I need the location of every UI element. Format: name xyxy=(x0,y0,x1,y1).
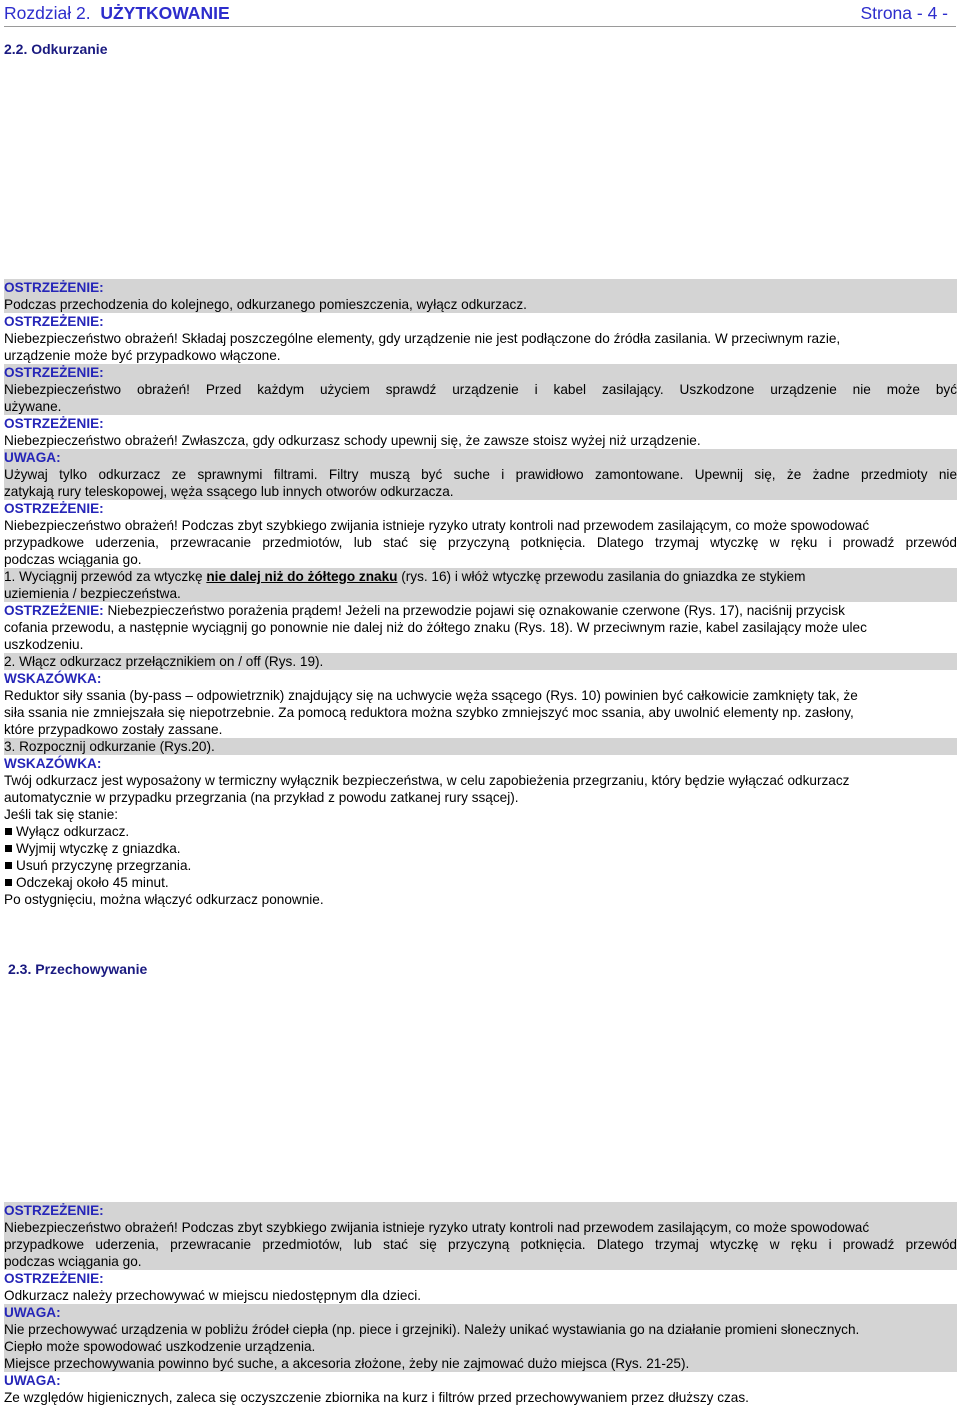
list-item xyxy=(4,823,957,840)
list-item-text: Wyjmij wtyczkę z gniazdka. xyxy=(16,841,181,856)
step-1-pre: 1. Wyciągnij przewód za wtyczkę xyxy=(4,569,207,584)
warning-text: Niebezpieczeństwo obrażeń! Składaj poszczególne elementy, gdy urządzenie nie jest podłączone do źródła zasilania. W przeciwnym razie, xyxy=(4,331,841,346)
step-1 xyxy=(4,568,957,602)
hint-text: Po ostygnięciu, można włączyć odkurzacz ponownie. xyxy=(4,892,324,907)
bullet-square-icon xyxy=(5,845,12,852)
hint-text: automatycznie w przypadku przegrzania (na przykład z powodu zatkanej rury ssącej). xyxy=(4,790,519,805)
warning-text: podczas wciągania go. xyxy=(4,552,142,567)
caution-box xyxy=(4,449,957,500)
chapter-heading xyxy=(4,3,230,24)
caution-text: Używaj tylko odkurzacz ze sprawnymi filtrami. Filtry muszą być suche i prawidłowo zamontowane. Upewnij się, że żadne przedmioty nie xyxy=(4,467,957,482)
list-item-text: Odczekaj około 45 minut. xyxy=(16,875,169,890)
warning-label: OSTRZEŻENIE: xyxy=(4,1271,104,1286)
hint-box xyxy=(4,755,957,908)
warning-text: używane. xyxy=(4,399,62,414)
bullet-square-icon xyxy=(5,862,12,869)
caution-label: UWAGA: xyxy=(4,1305,61,1320)
page-number: Strona - 4 - xyxy=(860,3,948,23)
chapter-title: UŻYTKOWANIE xyxy=(100,3,230,23)
list-item xyxy=(4,840,957,857)
section-heading-vacuuming: 2.2. Odkurzanie xyxy=(4,41,108,57)
step-1-text-cont: uziemienia / bezpieczeństwa. xyxy=(4,586,181,601)
warning-label: OSTRZEŻENIE: xyxy=(4,603,104,618)
list-item-text: Usuń przyczynę przegrzania. xyxy=(16,858,192,873)
warning-text: urządzenie może być przypadkowo włączone. xyxy=(4,348,281,363)
warning-label: OSTRZEŻENIE: xyxy=(4,1203,104,1218)
warning-box xyxy=(4,415,957,449)
step-2-text: 2. Włącz odkurzacz przełącznikiem on / off (Rys. 19). xyxy=(4,654,324,669)
warning-text: Niebezpieczeństwo obrażeń! Przed każdym użyciem sprawdź urządzenie i kabel zasilający. Uszkodzone urządzenie nie może być xyxy=(4,382,957,397)
caution-box xyxy=(4,1304,957,1372)
step-3 xyxy=(4,738,957,755)
caution-label: UWAGA: xyxy=(4,450,61,465)
caution-box xyxy=(4,1372,957,1406)
warning-label: OSTRZEŻENIE: xyxy=(4,416,104,431)
warning-label: OSTRZEŻENIE: xyxy=(4,314,104,329)
hint-text: Twój odkurzacz jest wyposażony w termiczny wyłącznik bezpieczeństwa, w celu zapobieżenia przegrzaniu, który będzie wyłączać odkurzacz xyxy=(4,773,850,788)
warning-text: uszkodzeniu. xyxy=(4,637,84,652)
warning-box xyxy=(4,1202,957,1270)
hint-text: które przypadkowo zostały zassane. xyxy=(4,722,223,737)
hint-text: Reduktor siły ssania (by-pass – odpowietrznik) znajdujący się na uchwycie węża ssącego (Rys. 10) powinien być całkowicie zamknięty tak, że xyxy=(4,688,858,703)
warning-line xyxy=(4,602,957,619)
storage-notes xyxy=(4,1202,957,1406)
caution-text: Nie przechowywać urządzenia w pobliżu źródeł ciepła (np. piece i grzejniki). Należy unikać wystawiania go na działanie promieni słonecznych. xyxy=(4,1322,860,1337)
hint-text: Jeśli tak się stanie: xyxy=(4,807,119,822)
hint-box xyxy=(4,670,957,738)
caution-label: UWAGA: xyxy=(4,1373,61,1388)
hint-label: WSKAZÓWKA: xyxy=(4,756,102,771)
caution-text: Ciepło może spowodować uszkodzenie urządzenia. xyxy=(4,1339,316,1354)
step-1-post: (rys. 16) i włóż wtyczkę przewodu zasilania do gniazdka ze stykiem xyxy=(397,569,806,584)
step-1-underlined: nie dalej niż do żółtego znaku xyxy=(206,569,398,584)
warning-box xyxy=(4,313,957,364)
warning-box xyxy=(4,364,957,415)
warning-box xyxy=(4,602,957,653)
warning-text: Odkurzacz należy przechowywać w miejscu niedostępnym dla dzieci. xyxy=(4,1288,422,1303)
warning-text: podczas wciągania go. xyxy=(4,1254,142,1269)
warning-text: Niebezpieczeństwo obrażeń! Podczas zbyt szybkiego zwijania istnieje ryzyko utraty kontroli nad przewodem zasilającym, co może spowodować xyxy=(4,518,870,533)
caution-text: zatykają rury teleskopowej, węża ssącego lub innych otworów odkurzacza. xyxy=(4,484,454,499)
list-item-text: Wyłącz odkurzacz. xyxy=(16,824,130,839)
warning-text: cofania przewodu, a następnie wyciągnij go ponownie nie dalej niż do żółtego znaku (Rys. 18). W przeciwnym razie, kabel zasilający może ulec xyxy=(4,620,867,635)
step-3-text: 3. Rozpocznij odkurzanie (Rys.20). xyxy=(4,739,215,754)
step-1-text xyxy=(4,568,957,585)
list-item xyxy=(4,874,957,891)
warning-text: Niebezpieczeństwo porażenia prądem! Jeżeli na przewodzie pojawi się oznakowanie czerwone (Rys. 17), naciśnij przycisk xyxy=(103,603,845,618)
warning-text: Podczas przechodzenia do kolejnego, odkurzanego pomieszczenia, wyłącz odkurzacz. xyxy=(4,297,527,312)
warning-text: przypadkowe uderzenia, przewracanie przedmiotów, lub stać się przyczyną potknięcia. Dlatego trzymaj wtyczkę w ręku i prowadź przewód xyxy=(4,535,957,550)
list-item xyxy=(4,857,957,874)
chapter-number: Rozdział 2. xyxy=(4,3,91,23)
warning-box xyxy=(4,500,957,568)
caution-text: Ze względów higienicznych, zaleca się oczyszczenie zbiornika na kurz i filtrów przed przechowywaniem przez dłuższy czas. xyxy=(4,1390,749,1405)
vacuuming-notes xyxy=(4,279,957,908)
bullet-square-icon xyxy=(5,828,12,835)
warning-label: OSTRZEŻENIE: xyxy=(4,280,104,295)
caution-text: Miejsce przechowywania powinno być suche, a akcesoria złożone, żeby nie zajmować dużo miejsca (Rys. 21-25). xyxy=(4,1356,690,1371)
warning-box xyxy=(4,1270,957,1304)
warning-text: przypadkowe uderzenia, przewracanie przedmiotów, lub stać się przyczyną potknięcia. Dlatego trzymaj wtyczkę w ręku i prowadź przewód xyxy=(4,1237,957,1252)
warning-label: OSTRZEŻENIE: xyxy=(4,501,104,516)
warning-label: OSTRZEŻENIE: xyxy=(4,365,104,380)
page-header xyxy=(4,0,956,27)
warning-text: Niebezpieczeństwo obrażeń! Podczas zbyt szybkiego zwijania istnieje ryzyko utraty kontroli nad przewodem zasilającym, co może spowodować xyxy=(4,1220,870,1235)
step-2 xyxy=(4,653,957,670)
hint-label: WSKAZÓWKA: xyxy=(4,671,102,686)
warning-text: Niebezpieczeństwo obrażeń! Zwłaszcza, gdy odkurzasz schody upewnij się, że zawsze stoisz wyżej niż urządzenie. xyxy=(4,433,701,448)
warning-box xyxy=(4,279,957,313)
bullet-square-icon xyxy=(5,879,12,886)
hint-text: siła ssania nie zmniejszała się niepotrzebnie. Za pomocą reduktora można szybko zmniejszyć moc ssania, aby uwolnić elementy np. zasłony, xyxy=(4,705,854,720)
section-heading-storage: 2.3. Przechowywanie xyxy=(8,961,148,977)
